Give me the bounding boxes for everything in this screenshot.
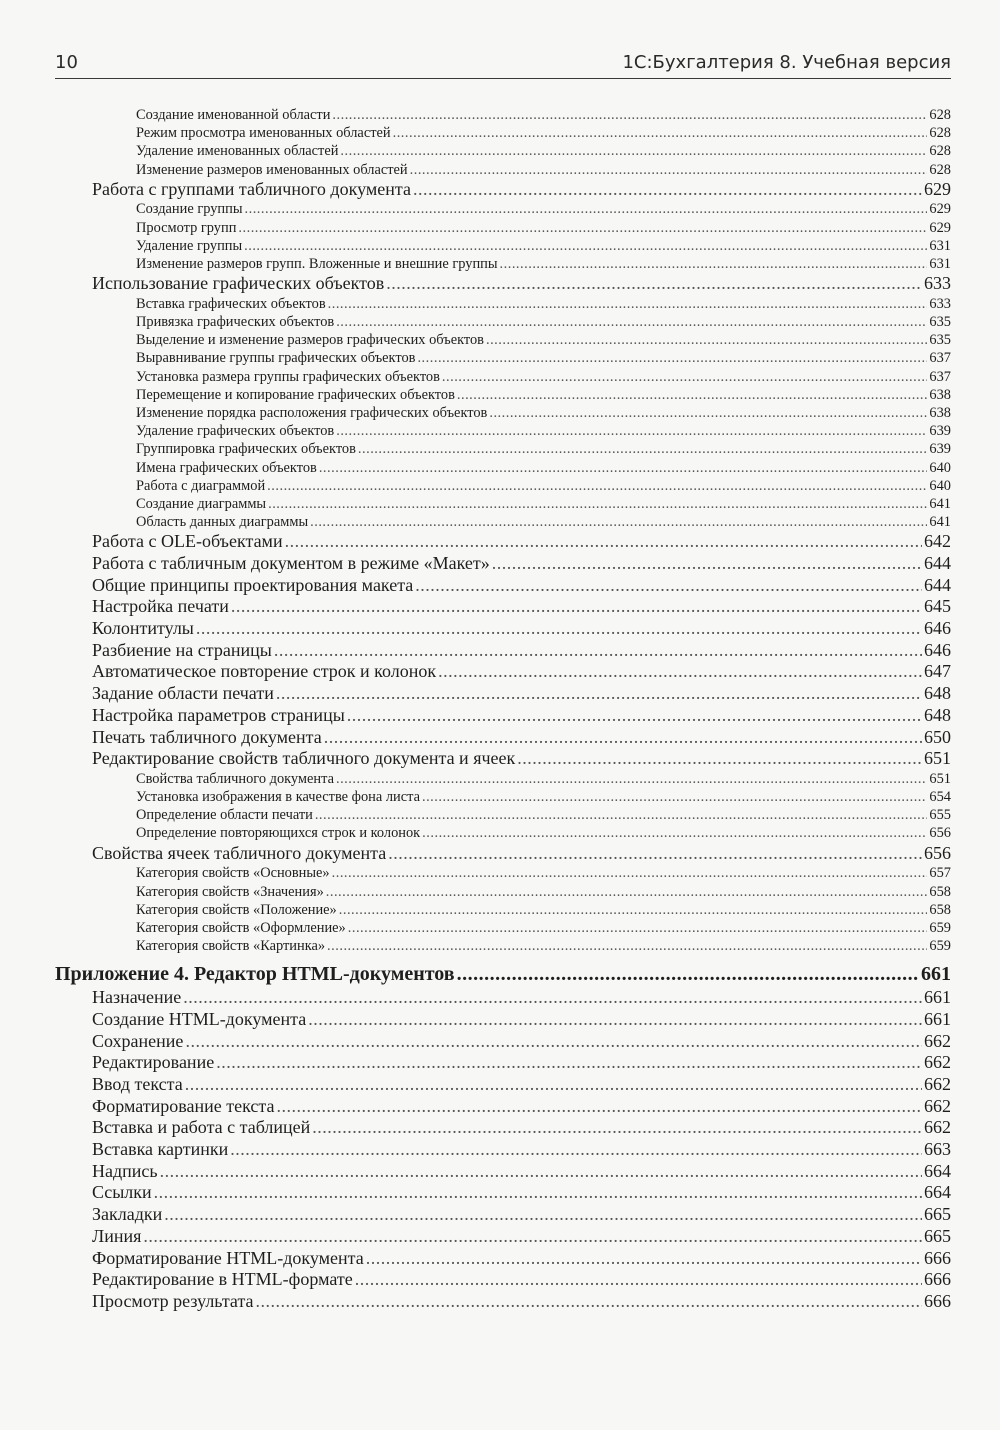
toc-section-entry [55, 1269, 951, 1291]
toc-entry-title: Вставка и работа с таблицей [92, 1117, 311, 1138]
toc-section-entry [55, 1248, 951, 1270]
toc-entry-page: 639 [929, 441, 951, 458]
toc-entry-title: Свойства табличного документа [136, 770, 334, 787]
toc-section-entry [55, 705, 951, 727]
dot-leader [164, 1204, 922, 1226]
toc-entry-page: 661 [924, 1008, 951, 1029]
toc-entry-title: Выравнивание группы графических объектов [136, 350, 416, 367]
dot-leader [457, 386, 928, 404]
toc-entry-page: 629 [929, 201, 951, 218]
toc-entry-page: 658 [929, 883, 951, 900]
toc-entry-title: Удаление именованных областей [136, 143, 339, 160]
toc-entry-title: Линия [92, 1225, 142, 1246]
toc-entry-page: 665 [924, 1204, 951, 1225]
toc-entry-page: 661 [921, 963, 951, 986]
toc-entry-title: Работа с OLE-объектами [92, 531, 283, 552]
dot-leader [196, 618, 922, 640]
toc-entry-title: Категория свойств «Картинка» [136, 938, 326, 955]
toc-entry-page: 647 [924, 661, 951, 682]
dot-leader [310, 513, 927, 531]
toc-entry-page: 654 [929, 789, 951, 806]
toc-section-entry [55, 1226, 951, 1248]
toc-subsection-entry [55, 440, 951, 458]
toc-entry-page: 656 [924, 842, 951, 863]
toc-subsection-entry [55, 883, 951, 901]
dot-leader [442, 368, 928, 386]
toc-entry-page: 641 [929, 514, 951, 531]
toc-entry-page: 631 [929, 237, 951, 254]
toc-entry-page: 650 [924, 726, 951, 747]
toc-section-entry [55, 1096, 951, 1118]
dot-leader [238, 219, 927, 237]
dot-leader [415, 575, 922, 597]
toc-subsection-entry [55, 255, 951, 273]
dot-leader [324, 727, 922, 749]
toc-entry-title: Редактирование [92, 1052, 215, 1073]
toc-entry-title: Надпись [92, 1160, 158, 1181]
toc-entry-title: Свойства ячеек табличного документа [92, 842, 387, 863]
dot-leader [185, 1074, 922, 1096]
toc-entry-title: Область данных диаграммы [136, 514, 309, 531]
toc-entry-page: 666 [924, 1290, 951, 1311]
toc-subsection-entry [55, 770, 951, 788]
dot-leader [348, 919, 928, 937]
toc-entry-page: 662 [924, 1095, 951, 1116]
dot-leader [328, 295, 928, 313]
toc-entry-title: Установка изображения в качестве фона листа [136, 789, 420, 806]
dot-leader [438, 661, 922, 683]
toc-entry-title: Удаление группы [136, 237, 243, 254]
toc-subsection-entry [55, 295, 951, 313]
toc-entry-page: 640 [929, 459, 951, 476]
toc-entry-title: Работа с диаграммой [136, 477, 266, 494]
toc-entry-title: Приложение 4. Редактор HTML-документов [55, 963, 455, 986]
toc-entry-page: 628 [929, 107, 951, 123]
toc-entry-page: 628 [929, 125, 951, 142]
page-number: 10 [55, 52, 78, 73]
dot-leader [410, 161, 928, 179]
dot-leader [336, 770, 927, 788]
toc-entry-page: 659 [929, 919, 951, 936]
dot-leader [231, 596, 922, 618]
toc-entry-page: 662 [924, 1052, 951, 1073]
dot-leader [216, 1052, 922, 1074]
toc-entry-page: 666 [924, 1269, 951, 1290]
toc-entry-page: 662 [924, 1117, 951, 1138]
toc-entry-title: Определение области печати [136, 807, 313, 824]
toc-entry-title: Форматирование текста [92, 1095, 275, 1116]
toc-entry-title: Категория свойств «Положение» [136, 901, 337, 918]
toc-section-entry [55, 1074, 951, 1096]
table-of-contents [55, 106, 951, 1313]
dot-leader [308, 1009, 922, 1031]
dot-leader [358, 440, 928, 458]
toc-entry-title: Работа с табличным документом в режиме «Макет» [92, 553, 490, 573]
toc-entry-page: 628 [929, 143, 951, 160]
toc-subsection-entry [55, 864, 951, 882]
toc-section-entry [55, 1009, 951, 1031]
toc-section-entry [55, 553, 951, 575]
toc-subsection-entry [55, 422, 951, 440]
toc-entry-title: Автоматическое повторение строк и колонок [92, 661, 437, 682]
toc-entry-title: Назначение [92, 987, 182, 1008]
toc-entry-title: Категория свойств «Оформление» [136, 919, 346, 936]
toc-entry-page: 633 [924, 273, 951, 294]
dot-leader [413, 179, 922, 201]
dot-leader [274, 640, 922, 662]
toc-entry-page: 642 [924, 531, 951, 552]
toc-entry-page: 637 [929, 350, 951, 367]
toc-entry-page: 659 [929, 938, 951, 955]
dot-leader [332, 106, 927, 124]
toc-entry-page: 635 [929, 314, 951, 331]
toc-entry-page: 657 [929, 865, 951, 882]
toc-subsection-entry [55, 477, 951, 495]
toc-subsection-entry [55, 788, 951, 806]
toc-entry-title: Категория свойств «Основные» [136, 865, 330, 882]
toc-entry-page: 662 [924, 1030, 951, 1051]
toc-entry-title: Группировка графических объектов [136, 441, 356, 458]
toc-entry-title: Настройка параметров страницы [92, 704, 345, 725]
dot-leader [422, 788, 927, 806]
toc-subsection-entry [55, 349, 951, 367]
toc-subsection-entry [55, 200, 951, 218]
toc-entry-page: 633 [929, 295, 951, 312]
dot-leader [492, 553, 922, 575]
dot-leader [327, 937, 927, 955]
toc-entry-title: Вставка графических объектов [136, 295, 326, 312]
toc-entry-title: Печать табличного документа [92, 726, 322, 747]
toc-entry-title: Просмотр результата [92, 1290, 254, 1311]
dot-leader [326, 883, 928, 901]
toc-subsection-entry [55, 313, 951, 331]
dot-leader [388, 843, 922, 865]
dot-leader [486, 331, 927, 349]
toc-entry-title: Изменение размеров групп. Вложенные и внешние группы [136, 256, 498, 272]
toc-entry-title: Вставка картинки [92, 1139, 229, 1160]
toc-entry-title: Использование графических объектов [92, 273, 385, 294]
toc-entry-title: Настройка печати [92, 596, 229, 617]
toc-section-entry [55, 596, 951, 618]
toc-entry-page: 641 [929, 495, 951, 512]
toc-entry-page: 655 [929, 807, 951, 824]
dot-leader [332, 864, 928, 882]
dot-leader [276, 683, 922, 705]
dot-leader [366, 1248, 922, 1270]
toc-section-entry [55, 987, 951, 1009]
toc-subsection-entry [55, 124, 951, 142]
toc-entry-page: 662 [924, 1074, 951, 1094]
toc-entry-page: 651 [924, 748, 951, 769]
book-title: 1С:Бухгалтерия 8. Учебная версия [622, 52, 951, 73]
toc-entry-title: Создание HTML-документа [92, 1008, 307, 1029]
toc-entry-title: Разбиение на страницы [92, 639, 272, 660]
toc-subsection-entry [55, 495, 951, 513]
toc-entry-title: Редактирование свойств табличного документа и ячеек [92, 748, 516, 769]
dot-leader [276, 1096, 922, 1118]
toc-section-entry [55, 1161, 951, 1183]
dot-leader [185, 1031, 922, 1053]
dot-leader [422, 824, 927, 842]
toc-section-entry [55, 640, 951, 662]
toc-entry-title: Закладки [92, 1204, 163, 1225]
toc-subsection-entry [55, 161, 951, 179]
toc-entry-title: Ссылки [92, 1182, 152, 1203]
toc-entry-title: Изменение размеров именованных областей [136, 161, 408, 178]
toc-section-entry [55, 843, 951, 865]
toc-entry-title: Общие принципы проектирования макета [92, 574, 414, 595]
toc-subsection-entry [55, 937, 951, 955]
toc-entry-title: Редактирование в HTML-формате [92, 1269, 353, 1290]
toc-section-entry [55, 273, 951, 295]
toc-entry-title: Задание области печати [92, 683, 274, 704]
toc-entry-page: 628 [929, 161, 951, 178]
dot-leader [336, 313, 927, 331]
toc-entry-title: Колонтитулы [92, 618, 194, 639]
toc-entry-page: 635 [929, 332, 951, 349]
toc-entry-title: Режим просмотра именованных областей [136, 125, 391, 142]
toc-entry-page: 661 [924, 987, 951, 1008]
toc-section-entry [55, 618, 951, 640]
dot-leader [340, 142, 927, 160]
toc-entry-page: 648 [924, 704, 951, 725]
toc-entry-page: 664 [924, 1160, 951, 1181]
toc-entry-title: Ввод текста [92, 1074, 183, 1094]
toc-subsection-entry [55, 368, 951, 386]
toc-subsection-entry [55, 824, 951, 842]
dot-leader [500, 255, 928, 273]
toc-entry-title: Выделение и изменение размеров графических объектов [136, 332, 484, 349]
toc-entry-page: 646 [924, 639, 951, 660]
toc-subsection-entry [55, 806, 951, 824]
dot-leader [386, 273, 922, 295]
toc-subsection-entry [55, 219, 951, 237]
toc-section-entry [55, 179, 951, 201]
toc-appendix-entry [55, 961, 951, 987]
toc-section-entry [55, 1031, 951, 1053]
toc-entry-title: Просмотр групп [136, 219, 237, 236]
dot-leader [339, 901, 928, 919]
toc-entry-page: 665 [924, 1225, 951, 1246]
toc-entry-page: 640 [929, 477, 951, 494]
toc-entry-title: Создание группы [136, 201, 243, 218]
dot-leader [230, 1139, 922, 1161]
toc-section-entry [55, 1139, 951, 1161]
toc-entry-page: 663 [924, 1139, 951, 1160]
dot-leader [160, 1161, 922, 1183]
toc-entry-page: 638 [929, 405, 951, 421]
toc-section-entry [55, 1052, 951, 1074]
toc-entry-page: 644 [924, 553, 951, 573]
dot-leader [256, 1291, 922, 1313]
toc-entry-page: 648 [924, 683, 951, 704]
toc-section-entry [55, 575, 951, 597]
toc-entry-page: 639 [929, 423, 951, 440]
toc-entry-page: 646 [924, 618, 951, 639]
toc-entry-title: Сохранение [92, 1030, 184, 1051]
toc-subsection-entry [55, 386, 951, 404]
toc-entry-title: Установка размера группы графических объектов [136, 368, 440, 385]
toc-subsection-entry [55, 142, 951, 160]
toc-subsection-entry [55, 513, 951, 531]
dot-leader [244, 237, 927, 255]
toc-entry-page: 666 [924, 1247, 951, 1268]
toc-entry-page: 638 [929, 386, 951, 403]
toc-entry-title: Определение повторяющихся строк и колонок [136, 825, 421, 842]
dot-leader [393, 124, 928, 142]
toc-section-entry [55, 1117, 951, 1139]
toc-entry-page: 637 [929, 368, 951, 385]
toc-entry-title: Форматирование HTML-документа [92, 1247, 364, 1268]
toc-entry-title: Имена графических объектов [136, 459, 317, 476]
toc-section-entry [55, 683, 951, 705]
dot-leader [267, 477, 927, 495]
dot-leader [285, 531, 922, 553]
toc-entry-page: 656 [929, 825, 951, 842]
dot-leader [517, 748, 922, 770]
toc-subsection-entry [55, 901, 951, 919]
toc-entry-page: 629 [929, 219, 951, 236]
toc-entry-title: Создание диаграммы [136, 495, 267, 512]
toc-section-entry [55, 748, 951, 770]
toc-entry-page: 631 [929, 256, 951, 272]
toc-section-entry [55, 531, 951, 553]
toc-subsection-entry [55, 106, 951, 124]
toc-subsection-entry [55, 237, 951, 255]
dot-leader [347, 705, 922, 727]
dot-leader [312, 1117, 922, 1139]
dot-leader [183, 987, 922, 1009]
toc-entry-title: Работа с группами табличного документа [92, 178, 411, 199]
toc-entry-title: Изменение порядка расположения графических объектов [136, 405, 488, 421]
toc-subsection-entry [55, 331, 951, 349]
dot-leader [417, 349, 927, 367]
dot-leader [355, 1269, 922, 1291]
toc-entry-page: 645 [924, 596, 951, 617]
toc-entry-page: 658 [929, 901, 951, 918]
toc-entry-page: 651 [929, 770, 951, 787]
dot-leader [336, 422, 927, 440]
dot-leader [489, 404, 927, 422]
toc-subsection-entry [55, 404, 951, 422]
toc-entry-title: Привязка графических объектов [136, 314, 335, 331]
toc-entry-title: Перемещение и копирование графических объектов [136, 386, 455, 403]
toc-entry-page: 664 [924, 1182, 951, 1203]
toc-section-entry [55, 1182, 951, 1204]
dot-leader [154, 1182, 922, 1204]
toc-subsection-entry [55, 919, 951, 937]
toc-section-entry [55, 727, 951, 749]
toc-entry-title: Создание именованной области [136, 107, 331, 123]
dot-leader [457, 961, 919, 987]
dot-leader [268, 495, 927, 513]
toc-entry-page: 644 [924, 574, 951, 595]
dot-leader [143, 1226, 922, 1248]
toc-subsection-entry [55, 459, 951, 477]
dot-leader [245, 200, 928, 218]
dot-leader [319, 459, 928, 477]
toc-entry-title: Категория свойств «Значения» [136, 883, 324, 900]
toc-section-entry [55, 1291, 951, 1313]
toc-section-entry [55, 661, 951, 683]
page-header [55, 50, 951, 79]
toc-entry-page: 629 [924, 178, 951, 199]
toc-section-entry [55, 1204, 951, 1226]
toc-entry-title: Удаление графических объектов [136, 423, 335, 440]
dot-leader [315, 806, 928, 824]
